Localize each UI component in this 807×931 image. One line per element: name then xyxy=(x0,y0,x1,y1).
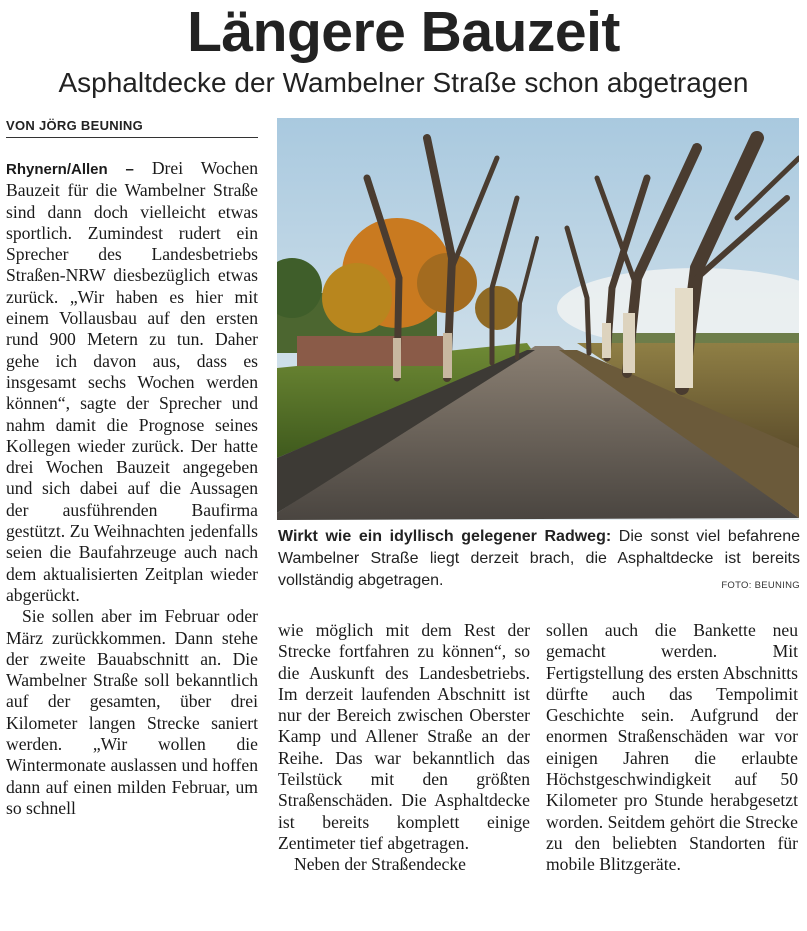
paragraph-text: Drei Wochen Bauzeit für die Wambelner Straße sind dann doch vielleicht etwas sportlich. Zumindest rudert ein Sprecher des Landesbetriebs Straßen-NRW diesbezüglich etwas zurück. „Wir haben es hier mit einem Vollausbau auf den ersten rund 900 Metern zu tun. Daher gehe ich davon aus, dass es insgesamt sechs Wochen werden können“, sagte der Sprecher und nahm damit die Prognose seines Kollegen wieder zurück. Der hatte drei Wochen Bauzeit angegeben und sich dabei auf die Aussagen der ausführenden Baufirma gestützt. Zu Weihnachten jedenfalls seien die Baufahrzeuge auch nach dem aktualisierten Zeitplan wieder abgerückt. xyxy=(6,158,258,605)
headline: Längere Bauzeit xyxy=(187,0,620,64)
dateline: Rhynern/Allen – xyxy=(6,161,134,178)
subheadline: Asphaltdecke der Wambelner Straße schon abgetragen xyxy=(58,67,749,98)
photo-credit: FOTO: BEUNING xyxy=(721,580,800,591)
article-column-3 xyxy=(546,620,798,876)
paragraph: Neben der Straßendecke xyxy=(294,854,466,875)
article-column-2 xyxy=(278,620,530,876)
paragraph: Sie sollen aber im Februar oder März zurückkommen. Dann stehe der zweite Bauabschnitt an. Die Wambelner Straße soll bekanntlich auf der gesamten, über drei Kilometer langen Strecke saniert werden. „Wir wollen die Wintermonate auslassen und hoffen dann auf einen milden Februar, um so schnell xyxy=(6,606,258,818)
paragraph xyxy=(6,158,258,606)
tree-lined-road-image xyxy=(277,118,799,520)
paragraph: wie möglich mit dem Rest der Strecke fortfahren zu können“, so die Auskunft des Landesbetriebs. Im derzeit laufenden Abschnitt ist nur der Bereich zwischen Oberster Kamp und Allener Straße an der Reihe. Das war bekanntlich das Teilstück mit den größten Straßenschäden. Die Asphaltdecke ist bereits komplett einige Zentimeter tief abgetragen. xyxy=(278,620,530,853)
paragraph: sollen auch die Bankette neu gemacht werden. Mit Fertigstellung des ersten Abschnitts dürfte auch das Tempolimit Geschichte sein. Aufgrund der enormen Straßenschäden war vor einigen Jahren die erlaubte Höchstgeschwindigkeit auf 50 Kilometer pro Stunde herabgesetzt worden. Seitdem gehört die Strecke zu den beliebten Standorten für mobile Blitzgeräte. xyxy=(546,620,798,875)
byline: VON JÖRG BEUNING xyxy=(6,118,258,138)
caption-text: Die sonst viel befahrene Wambelner Straße liegt derzeit brach, die Asphaltdecke ist bereits vollständig abgetragen. xyxy=(278,528,800,589)
caption-lead: Wirkt wie ein idyllisch gelegener Radweg: xyxy=(278,528,612,545)
article-photo xyxy=(277,118,799,520)
article-column-1 xyxy=(6,158,258,819)
